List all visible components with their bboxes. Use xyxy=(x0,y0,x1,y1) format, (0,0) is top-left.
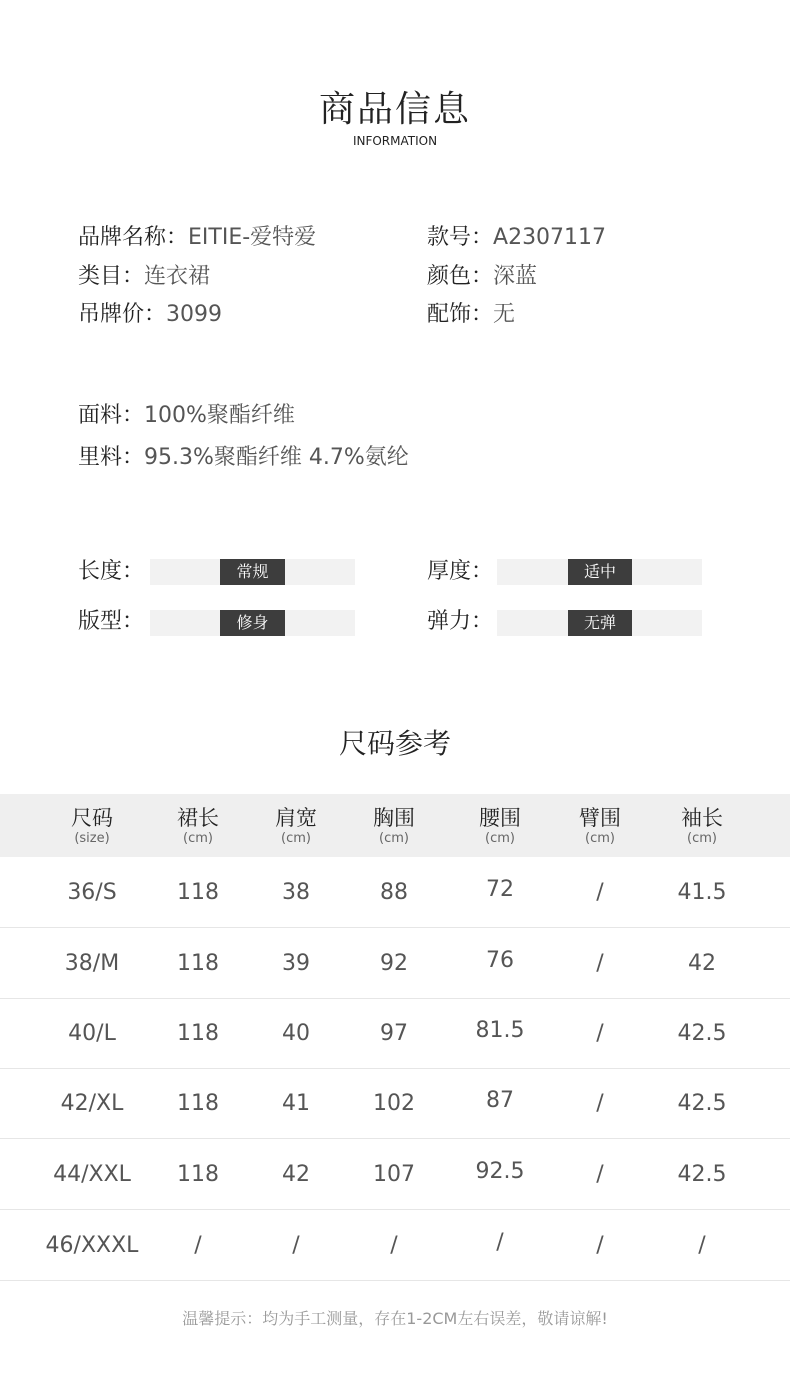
cell-shoulder: 42 xyxy=(282,1162,310,1187)
header-dress-length-name: 裙长 xyxy=(177,806,219,830)
cell-arm: / xyxy=(596,1021,604,1046)
size-table-header xyxy=(0,794,790,857)
thickness-label: 厚度： xyxy=(427,559,494,584)
color-row xyxy=(427,262,537,292)
header-sleeve-unit: (cm) xyxy=(687,831,717,846)
cell-shoulder: 38 xyxy=(282,880,310,905)
cell-waist: 72 xyxy=(486,877,514,902)
cell-bust: 92 xyxy=(380,951,408,976)
cell-bust: 97 xyxy=(380,1021,408,1046)
cell-size: 36/S xyxy=(67,880,117,905)
brand-label: 品牌名称： xyxy=(78,225,189,250)
cell-waist: / xyxy=(496,1230,504,1255)
cell-bust: / xyxy=(390,1233,398,1258)
cell-sleeve: 42.5 xyxy=(677,1091,727,1116)
cell-arm: / xyxy=(596,1091,604,1116)
category-value: 连衣裙 xyxy=(144,264,211,289)
header-waist-name: 腰围 xyxy=(479,806,521,830)
cell-size: 46/XXXL xyxy=(45,1233,139,1258)
elasticity-marker: 无弹 xyxy=(568,610,632,636)
style-no-value: A2307117 xyxy=(493,225,607,250)
header-bust-unit: (cm) xyxy=(379,831,409,846)
header-shoulder xyxy=(246,794,346,857)
cell-sleeve: 42.5 xyxy=(677,1021,727,1046)
header-bust xyxy=(344,794,444,857)
header-size-unit: (size) xyxy=(74,831,110,846)
thickness-marker: 适中 xyxy=(568,559,632,585)
lining-value: 95.3%聚酯纤维 4.7%氨纶 xyxy=(144,445,409,470)
page-title: 商品信息 xyxy=(318,89,471,130)
cell-arm: / xyxy=(596,1233,604,1258)
table-row xyxy=(0,998,790,1069)
table-row xyxy=(0,1068,790,1139)
cell-dress-length: 118 xyxy=(177,880,219,905)
accessory-label: 配饰： xyxy=(427,302,494,327)
cell-bust: 102 xyxy=(373,1091,415,1116)
cell-waist: 87 xyxy=(486,1088,514,1113)
header-size xyxy=(42,794,142,857)
cell-arm: / xyxy=(596,951,604,976)
price-label: 吊牌价： xyxy=(78,302,167,327)
cell-sleeve: 41.5 xyxy=(677,880,727,905)
header-waist xyxy=(450,794,550,857)
length-label: 长度： xyxy=(78,559,145,584)
cell-waist: 81.5 xyxy=(475,1018,525,1043)
cell-sleeve: 42.5 xyxy=(677,1162,727,1187)
cell-bust: 88 xyxy=(380,880,408,905)
cell-bust: 107 xyxy=(373,1162,415,1187)
header-sleeve-name: 袖长 xyxy=(681,806,723,830)
cell-sleeve: / xyxy=(698,1233,706,1258)
cell-arm: / xyxy=(596,880,604,905)
price-row xyxy=(78,300,222,330)
style-no-label: 款号： xyxy=(427,225,494,250)
cell-arm: / xyxy=(596,1162,604,1187)
header-bust-name: 胸围 xyxy=(373,806,415,830)
category-row xyxy=(78,262,210,292)
color-label: 颜色： xyxy=(427,264,494,289)
cell-dress-length: / xyxy=(194,1233,202,1258)
fit-marker: 修身 xyxy=(220,610,285,636)
lining-row xyxy=(78,443,409,473)
cell-sleeve: 42 xyxy=(688,951,716,976)
elasticity-label: 弹力： xyxy=(427,609,494,634)
table-row xyxy=(0,1139,790,1210)
lining-label: 里料： xyxy=(78,445,145,470)
cell-shoulder: / xyxy=(292,1233,300,1258)
size-chart-title: 尺码参考 xyxy=(338,727,451,760)
cell-waist: 76 xyxy=(486,948,514,973)
cell-size: 44/XXL xyxy=(53,1162,131,1187)
accessory-row xyxy=(427,300,515,330)
category-label: 类目： xyxy=(78,264,145,289)
table-row xyxy=(0,857,790,928)
measurement-tip: 温馨提示：均为手工测量，存在1-2CM左右误差，敬请谅解! xyxy=(182,1309,608,1328)
style-no-row xyxy=(427,223,606,253)
brand-value: EITIE-爱特爱 xyxy=(188,225,317,250)
fabric-value: 100%聚酯纤维 xyxy=(144,403,295,428)
header-dress-length-unit: (cm) xyxy=(183,831,213,846)
page-subtitle: INFORMATION xyxy=(352,134,438,148)
cell-shoulder: 39 xyxy=(282,951,310,976)
header-dress-length xyxy=(148,794,248,857)
fit-label: 版型： xyxy=(78,609,145,634)
table-row xyxy=(0,928,790,999)
header-arm-unit: (cm) xyxy=(585,831,615,846)
header-waist-unit: (cm) xyxy=(485,831,515,846)
cell-shoulder: 40 xyxy=(282,1021,310,1046)
header-size-name: 尺码 xyxy=(71,806,113,830)
header-sleeve xyxy=(652,794,752,857)
cell-size: 40/L xyxy=(68,1021,116,1046)
cell-size: 38/M xyxy=(64,951,120,976)
accessory-value: 无 xyxy=(493,302,516,327)
header-shoulder-name: 肩宽 xyxy=(275,806,317,830)
brand-row xyxy=(78,223,316,253)
cell-dress-length: 118 xyxy=(177,951,219,976)
header-shoulder-unit: (cm) xyxy=(281,831,311,846)
length-marker: 常规 xyxy=(220,559,285,585)
header-arm xyxy=(550,794,650,857)
header-arm-name: 臂围 xyxy=(579,806,621,830)
price-value: 3099 xyxy=(166,302,223,327)
cell-dress-length: 118 xyxy=(177,1021,219,1046)
fabric-label: 面料： xyxy=(78,403,145,428)
table-row xyxy=(0,1210,790,1281)
fabric-row xyxy=(78,401,295,431)
cell-waist: 92.5 xyxy=(475,1159,525,1184)
cell-dress-length: 118 xyxy=(177,1162,219,1187)
cell-shoulder: 41 xyxy=(282,1091,310,1116)
cell-size: 42/XL xyxy=(60,1091,124,1116)
cell-dress-length: 118 xyxy=(177,1091,219,1116)
color-value: 深蓝 xyxy=(493,264,538,289)
